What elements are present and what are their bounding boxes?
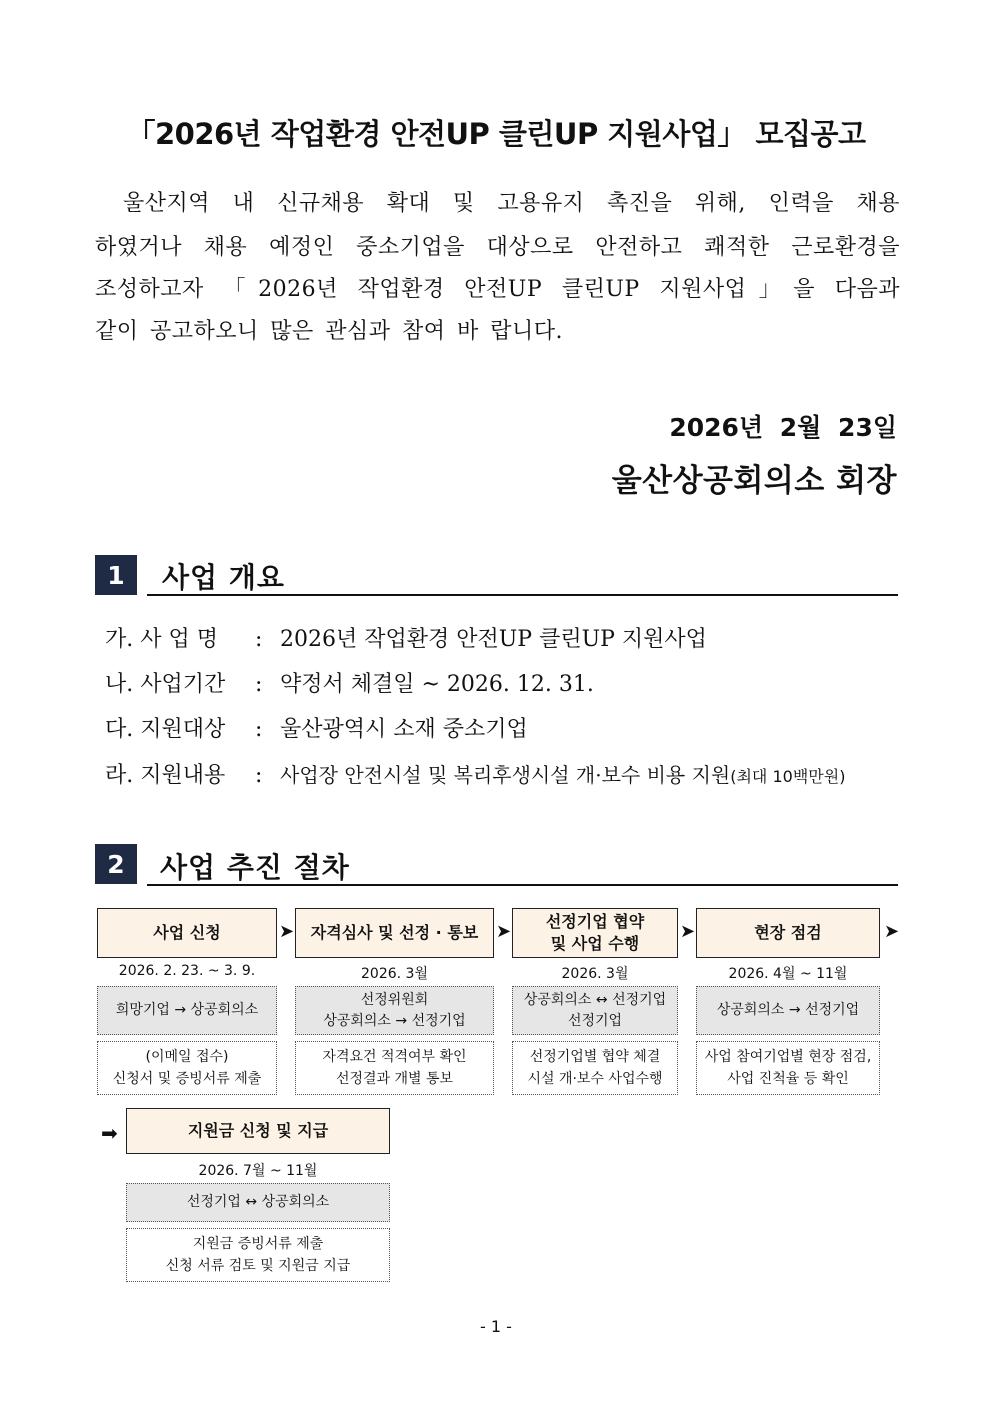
section-1-underline	[147, 594, 898, 596]
process-step-review	[295, 908, 494, 958]
process-step-date: 2026. 3월	[361, 966, 428, 982]
overview-item-period: 나. 사업기간 : 약정서 체결일 ~ 2026. 12. 31.	[105, 667, 594, 698]
overview-item-name: 가. 사 업 명 : 2026년 작업환경 안전UP 클린UP 지원사업	[105, 622, 707, 653]
process-step-desc	[512, 1041, 678, 1095]
desc-line: 선정결과 개별 통보	[335, 1071, 454, 1087]
overview-value: 2026년 작업환경 안전UP 클린UP 지원사업	[280, 627, 707, 652]
process-step-desc	[696, 1041, 880, 1095]
page-title: 「2026년 작업환경 안전UP 클린UP 지원사업」 모집공고	[126, 117, 866, 151]
actor-line: 상공회의소 → 선정기업	[323, 1012, 466, 1029]
actor-line: 희망기업 → 상공회의소	[115, 1002, 259, 1018]
desc-line: 자격요건 적격여부 확인	[322, 1048, 467, 1065]
overview-item-target: 다. 지원대상 : 울산광역시 소재 중소기업	[105, 712, 528, 743]
flow-arrow-icon: ➤	[884, 921, 900, 942]
overview-item-content: 라. 지원내용 : 사업장 안전시설 및 복리후생시설 개·보수 비용 지원(최대 10백만원)	[105, 758, 845, 789]
desc-line: 신청 서류 검토 및 지원금 지급	[165, 1258, 351, 1274]
intro-line-2: 하였거나 채용 예정인 중소기업을 대상으로 안전하고 쾌적한 근로환경을	[95, 235, 900, 260]
process-step-actor	[696, 986, 880, 1035]
intro-line-1: 울산지역 내 신규채용 확대 및 고용유지 촉진을 위해, 인력을 채용	[123, 191, 900, 216]
process-step-date: 2026. 7월 ~ 11월	[198, 1163, 318, 1179]
overview-value: 사업장 안전시설 및 복리후생시설 개·보수 비용 지원	[280, 763, 731, 787]
actor-line: 선정기업 ↔ 상공회의소	[186, 1194, 330, 1210]
process-step-payment	[126, 1108, 390, 1154]
flow-arrow-icon: ➤	[279, 921, 295, 942]
intro-line-3: 조성하고자 「2026년 작업환경 안전UP 클린UP 지원사업」을 다음과	[95, 277, 900, 302]
actor-line: 상공회의소 ↔ 선정기업	[523, 991, 667, 1008]
overview-label: 다. 지원대상	[105, 717, 226, 742]
process-step-label: 선정기업 협약	[545, 912, 645, 932]
process-step-label: 지원금 신청 및 지급	[187, 1121, 329, 1141]
actor-line: 상공회의소 → 선정기업	[716, 1002, 860, 1018]
process-step-inspection	[696, 908, 880, 958]
process-step-label-2: 및 사업 수행	[550, 934, 640, 953]
process-step-actor	[97, 986, 277, 1035]
process-step-desc	[295, 1041, 494, 1095]
announcement-date: 2026년 2월 23일	[669, 413, 897, 442]
process-step-apply	[97, 908, 277, 958]
desc-line: 지원금 증빙서류 제출	[192, 1235, 324, 1252]
desc-line: 신청서 및 증빙서류 제출	[112, 1071, 262, 1087]
overview-label: 라. 지원내용	[105, 763, 226, 788]
process-step-desc	[126, 1228, 390, 1282]
overview-value: 약정서 체결일 ~ 2026. 12. 31.	[280, 672, 594, 697]
actor-line: 선정위원회	[360, 991, 429, 1008]
process-step-label: 자격심사 및 선정 · 통보	[310, 923, 479, 943]
overview-value: 울산광역시 소재 중소기업	[280, 717, 528, 742]
process-step-date: 2026. 4월 ~ 11월	[728, 966, 848, 982]
flow-arrow-icon: ➤	[496, 921, 512, 942]
desc-line: 사업 참여기업별 현장 점검,	[704, 1048, 872, 1065]
section-1-number: 1	[95, 555, 137, 595]
process-step-actor	[295, 986, 494, 1035]
desc-line: 시설 개·보수 사업수행	[527, 1071, 663, 1087]
process-step-actor	[126, 1183, 390, 1222]
continue-arrow-icon: ➡	[101, 1121, 118, 1145]
issuer-name: 울산상공회의소 회장	[611, 463, 897, 499]
section-1-title: 사업 개요	[162, 561, 285, 594]
actor-line: 선정기업	[567, 1012, 623, 1029]
page-number: - 1 -	[480, 1317, 512, 1336]
flow-arrow-icon: ➤	[680, 921, 696, 942]
process-step-label: 사업 신청	[153, 923, 221, 943]
overview-note: (최대 10백만원)	[730, 767, 846, 786]
desc-line: 선정기업별 협약 체결	[529, 1048, 661, 1065]
section-2-underline	[147, 884, 898, 886]
section-2-number: 2	[95, 844, 137, 884]
process-step-actor	[512, 986, 678, 1035]
desc-line: (이메일 접수)	[145, 1048, 229, 1065]
section-2-title: 사업 추진 절차	[160, 851, 350, 884]
intro-line-4: 같이 공고하오니 많은 관심과 참여 바 랍니다.	[95, 319, 563, 344]
process-step-date: 2026. 2. 23. ~ 3. 9.	[118, 963, 256, 979]
process-step-agreement	[512, 908, 678, 958]
desc-line: 사업 진척율 등 확인	[727, 1071, 849, 1087]
process-step-date: 2026. 3월	[561, 966, 629, 982]
process-step-desc	[97, 1041, 277, 1095]
overview-label: 나. 사업기간	[105, 672, 226, 697]
process-step-label: 현장 점검	[754, 923, 822, 943]
overview-label: 가. 사 업 명	[105, 627, 218, 652]
